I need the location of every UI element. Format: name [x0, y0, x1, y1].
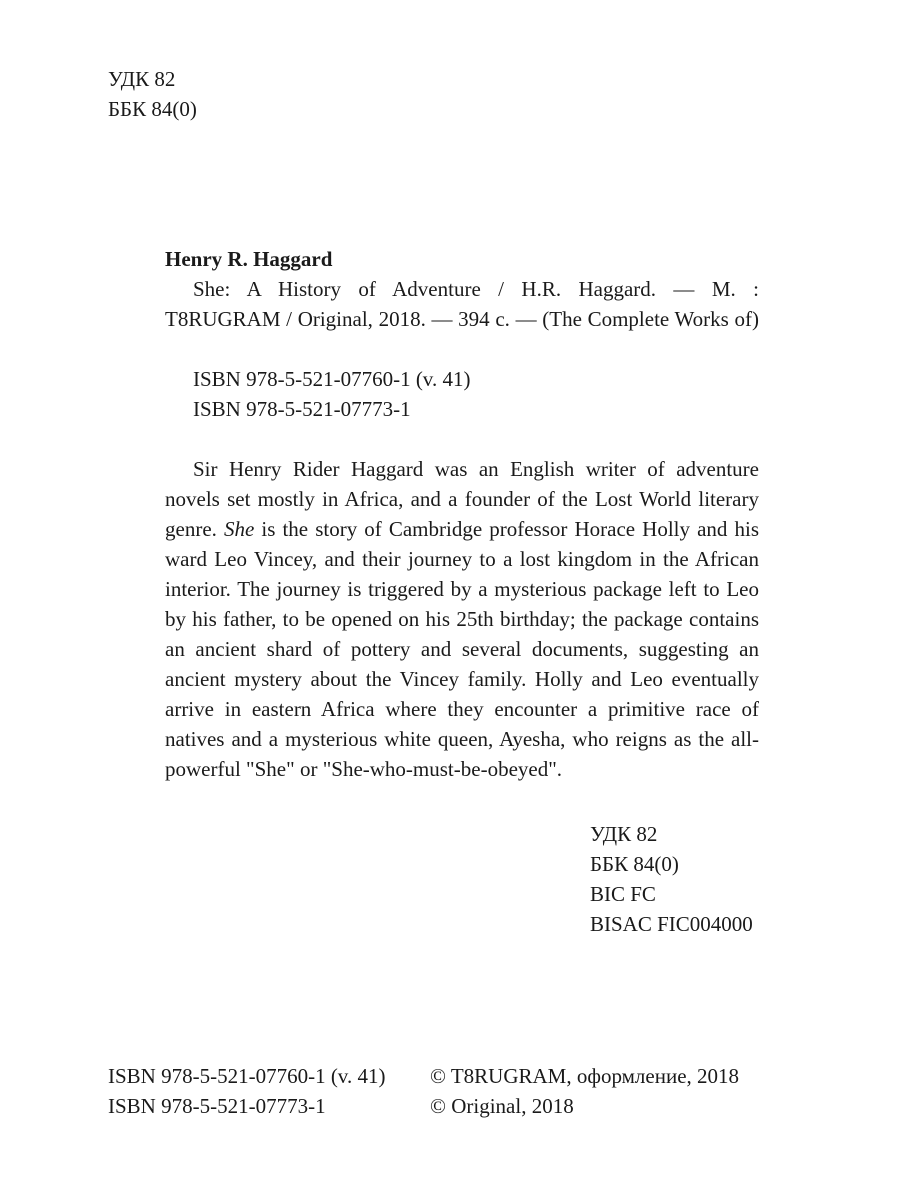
classification-codes: [590, 819, 753, 939]
bisac-code: BISAC FIC004000: [590, 912, 753, 936]
top-classification-codes: [108, 64, 197, 124]
annotation-body: is the story of Cambridge professor Horace Holly and his ward Leo Vincey, and their journey to a lost kingdom in the African interior. The journey is triggered by a mysterious package left to Leo by his father, to be opened on his 25th birthday; the package contains an ancient shard of pottery and several documents, suggesting an ancient mystery about the Vincey family. Holly and Leo eventually arrive in eastern Africa where they encounter a primitive race of natives and a mysterious white queen, Ayesha, who reigns as the all-powerful "She" or "She-who-must-be-obeyed".: [165, 517, 759, 781]
udk-code-right: УДК 82: [590, 822, 658, 846]
imprint-copyright: [430, 1061, 739, 1121]
imprint-isbn-volume: ISBN 978-5-521-07760-1 (v. 41): [108, 1064, 386, 1088]
bbk-code: ББК 84(0): [108, 97, 197, 121]
author-name: Henry R. Haggard: [165, 247, 333, 271]
copyright-original: © Original, 2018: [430, 1094, 574, 1118]
title-line-1: She: A History of Adventure / H.R. Haggard. — M. :: [193, 277, 759, 301]
isbn-volume: ISBN 978-5-521-07760-1 (v. 41): [193, 367, 471, 391]
bibliographic-record: [165, 244, 759, 784]
copyright-design: © T8RUGRAM, оформление, 2018: [430, 1064, 740, 1088]
isbn-list: [165, 364, 759, 424]
annotation: [165, 454, 759, 784]
annotation-lead: Sir Henry Rider Haggard was an English writer of adventure novels set mostly in Africa, and a founder of the Lost World literary genre.: [165, 457, 759, 541]
isbn-set: ISBN 978-5-521-07773-1: [193, 397, 411, 421]
annotation-title: She: [223, 517, 255, 541]
imprint-isbn: [108, 1061, 385, 1121]
title-line-2: T8RUGRAM / Original, 2018. — 394 c. — (The Complete Works of): [165, 307, 759, 331]
imprint-isbn-set: ISBN 978-5-521-07773-1: [108, 1094, 326, 1118]
bbk-code-right: ББК 84(0): [590, 852, 679, 876]
udk-code: УДК 82: [108, 67, 176, 91]
annotation-paragraph: [165, 454, 759, 784]
bic-code: BIC FC: [590, 882, 656, 906]
